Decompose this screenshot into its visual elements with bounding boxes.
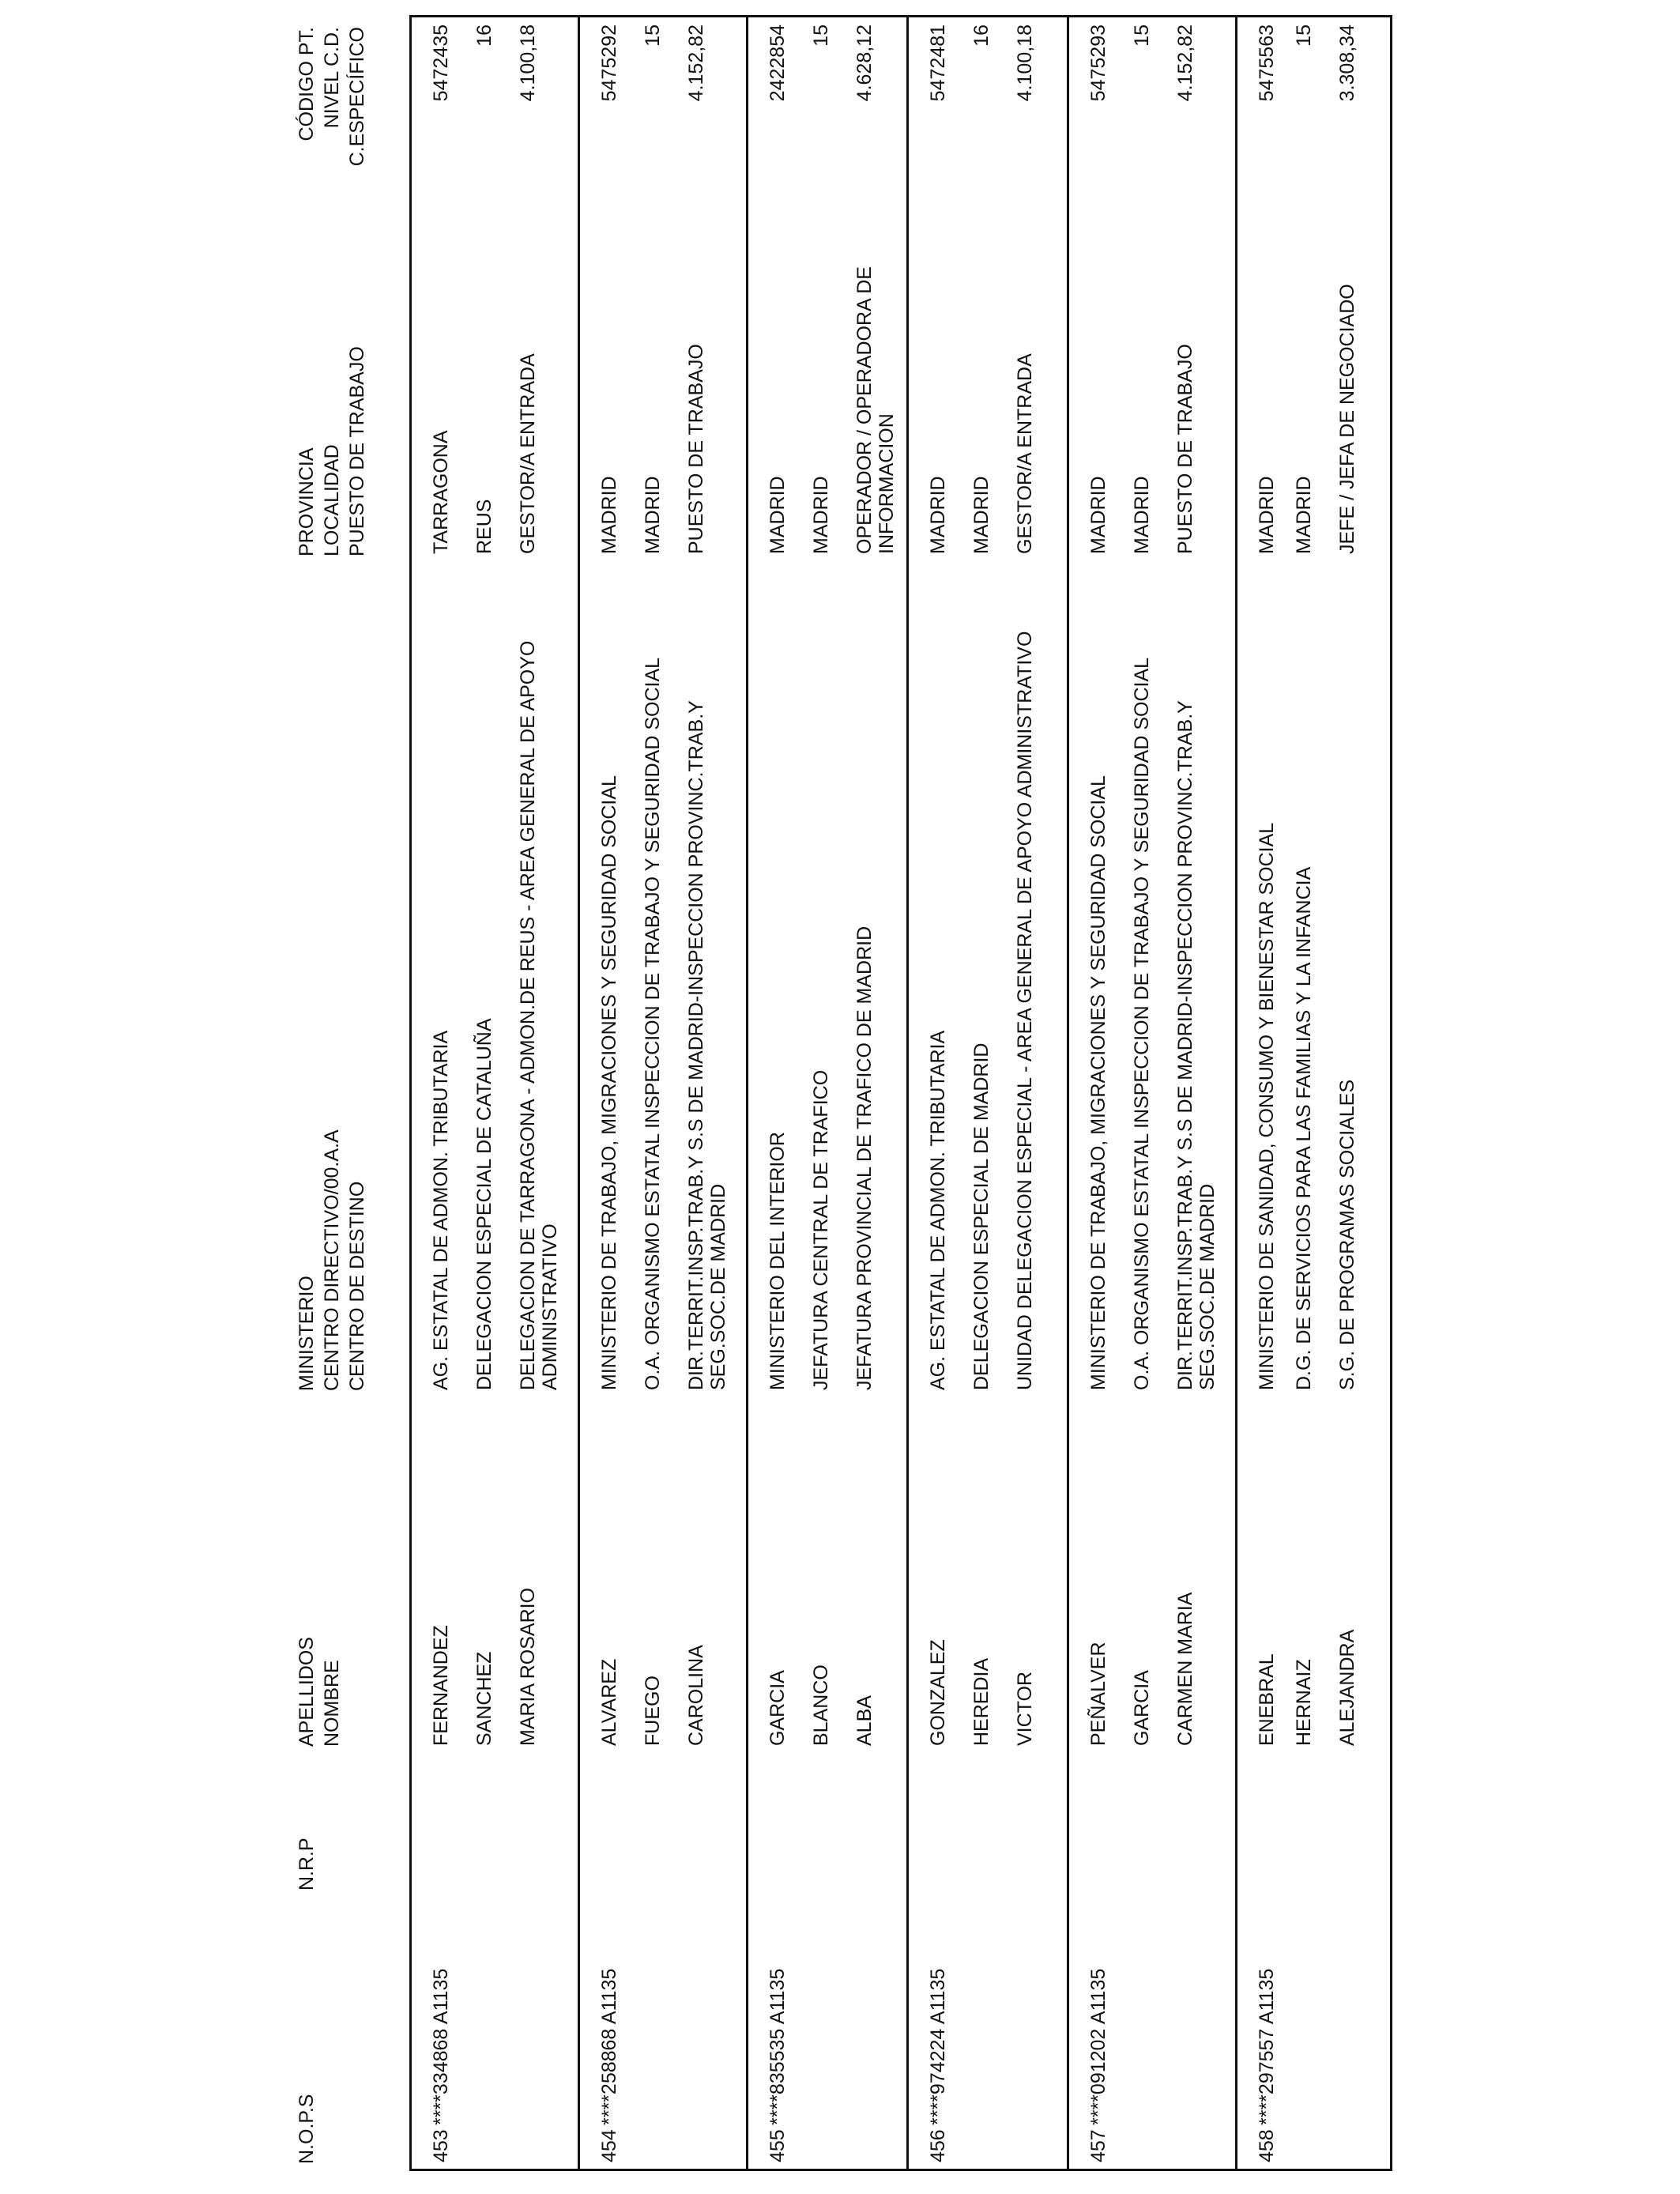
record-centro-directivo: JEFATURA CENTRAL DE TRAFICO xyxy=(810,1069,832,1390)
record-apellido2: SANCHEZ xyxy=(473,1651,495,1746)
record-nops: 453 xyxy=(430,2129,452,2162)
header-centro-destino-label: CENTRO DE DESTINO xyxy=(346,1181,368,1391)
header-ministerio-label: MINISTERIO xyxy=(296,1276,318,1391)
record-nrp: ****835535 A1135 xyxy=(767,1968,789,2125)
record-nombre: VICTOR xyxy=(1014,1672,1036,1746)
record-nrp: ****974224 A1135 xyxy=(927,1968,949,2125)
record-localidad: MADRID xyxy=(810,476,832,554)
record-apellido1: GONZALEZ xyxy=(927,1639,949,1746)
header-nivel-label: NIVEL C.D. xyxy=(321,27,343,129)
record-nombre: ALBA xyxy=(853,1695,876,1746)
record-457 xyxy=(1067,17,1237,2169)
record-centro-directivo: DELEGACION ESPECIAL DE MADRID xyxy=(970,1042,993,1390)
record-centro-destino: S.G. DE PROGRAMAS SOCIALES xyxy=(1336,1079,1358,1390)
record-puesto: GESTOR/A ENTRADA xyxy=(517,353,539,554)
header-provincia-label: PROVINCIA xyxy=(296,447,318,556)
record-apellido1: PEÑALVER xyxy=(1087,1642,1109,1746)
record-centro-destino: DIR.TERRIT.INSP.TRAB.Y S.S DE MADRID-INSPECCION PROVINC.TRAB.Y SEG.SOC.DE MADRID xyxy=(1174,700,1219,1390)
record-centro-destino: DIR.TERRIT.INSP.TRAB.Y S.S DE MADRID-INSPECCION PROVINC.TRAB.Y SEG.SOC.DE MADRID xyxy=(685,700,729,1390)
header-organization xyxy=(294,1129,370,1391)
record-nrp: ****258868 A1135 xyxy=(598,1968,620,2125)
record-apellido2: HEREDIA xyxy=(970,1657,993,1746)
header-apellidos-label: APELLIDOS xyxy=(296,1637,318,1747)
record-453 xyxy=(412,17,578,2169)
record-puesto: JEFE / JEFA DE NEGOCIADO xyxy=(1336,284,1358,554)
record-apellido2: FUEGO xyxy=(642,1676,664,1746)
record-codigo: 5475293 xyxy=(1087,25,1109,102)
record-centro-destino: JEFATURA PROVINCIAL DE TRAFICO DE MADRID xyxy=(853,925,876,1390)
record-nops: 455 xyxy=(767,2129,789,2162)
header-codigo-label: CÓDIGO PT. xyxy=(296,27,318,141)
record-puesto: OPERADOR / OPERADORA DE INFORMACION xyxy=(853,266,898,554)
record-localidad: MADRID xyxy=(1293,476,1315,554)
header-names xyxy=(294,1637,345,1747)
record-nivel: 16 xyxy=(473,25,495,47)
record-localidad: MADRID xyxy=(642,476,664,554)
header-nops-label: N.O.P.S xyxy=(296,2094,318,2164)
record-provincia: MADRID xyxy=(1087,476,1109,554)
header-localidad-label: LOCALIDAD xyxy=(321,444,343,556)
record-apellido2: BLANCO xyxy=(810,1664,832,1746)
record-nombre: CARMEN MARIA xyxy=(1174,1592,1196,1746)
header-nrp xyxy=(294,1838,319,1891)
record-nops: 454 xyxy=(598,2129,620,2162)
record-ministerio: AG. ESTATAL DE ADMON. TRIBUTARIA xyxy=(430,1030,452,1390)
record-especifico: 4.100,18 xyxy=(517,25,539,102)
record-454 xyxy=(578,17,748,2169)
header-puesto-label: PUESTO DE TRABAJO xyxy=(346,346,368,556)
record-apellido2: GARCIA xyxy=(1131,1670,1153,1746)
record-nombre: MARIA ROSARIO xyxy=(517,1587,539,1746)
record-centro-destino: DELEGACION DE TARRAGONA - ADMON.DE REUS - AREA GENERAL DE APOYO ADMINISTRATIVO xyxy=(517,640,561,1390)
record-456 xyxy=(906,17,1069,2169)
record-nivel: 16 xyxy=(970,25,993,47)
record-nrp: ****334868 A1135 xyxy=(430,1968,452,2125)
record-centro-destino: UNIDAD DELEGACION ESPECIAL - AREA GENERAL DE APOYO ADMINISTRATIVO xyxy=(1014,631,1036,1390)
record-codigo: 5475292 xyxy=(598,25,620,102)
record-nops: 457 xyxy=(1087,2129,1109,2162)
record-codigo: 5475563 xyxy=(1256,25,1278,102)
record-provincia: TARRAGONA xyxy=(430,430,452,554)
record-ministerio: MINISTERIO DE SANIDAD, CONSUMO Y BIENESTAR SOCIAL xyxy=(1256,822,1278,1390)
record-ministerio: MINISTERIO DEL INTERIOR xyxy=(767,1132,789,1390)
record-nivel: 15 xyxy=(642,25,664,47)
record-nrp: ****297557 A1135 xyxy=(1256,1968,1278,2125)
record-458 xyxy=(1235,17,1392,2169)
header-centro-directivo-label: CENTRO DIRECTIVO/00.A.A xyxy=(321,1129,343,1391)
record-puesto: PUESTO DE TRABAJO xyxy=(1174,344,1196,554)
header-codes xyxy=(294,27,370,187)
records-table xyxy=(409,15,1392,2171)
record-ministerio: MINISTERIO DE TRABAJO, MIGRACIONES Y SEGURIDAD SOCIAL xyxy=(598,775,620,1390)
header-nombre-label: NOMBRE xyxy=(321,1660,343,1747)
record-apellido1: ENEBRAL xyxy=(1256,1653,1278,1746)
record-codigo: 2422854 xyxy=(767,25,789,102)
header-location xyxy=(294,346,370,556)
record-especifico: 4.152,82 xyxy=(685,25,707,102)
record-puesto: PUESTO DE TRABAJO xyxy=(685,344,707,554)
record-apellido1: FERNANDEZ xyxy=(430,1625,452,1746)
record-ministerio: MINISTERIO DE TRABAJO, MIGRACIONES Y SEGURIDAD SOCIAL xyxy=(1087,775,1109,1390)
record-provincia: MADRID xyxy=(598,476,620,554)
record-apellido1: GARCIA xyxy=(767,1670,789,1746)
record-especifico: 4.628,12 xyxy=(853,25,876,102)
record-provincia: MADRID xyxy=(1256,476,1278,554)
record-nivel: 15 xyxy=(810,25,832,47)
record-especifico: 4.100,18 xyxy=(1014,25,1036,102)
record-ministerio: AG. ESTATAL DE ADMON. TRIBUTARIA xyxy=(927,1030,949,1390)
header-nops xyxy=(294,2094,319,2164)
record-especifico: 3.308,34 xyxy=(1336,25,1358,102)
record-centro-directivo: O.A. ORGANISMO ESTATAL INSPECCION DE TRABAJO Y SEGURIDAD SOCIAL xyxy=(1131,657,1153,1390)
record-nivel: 15 xyxy=(1131,25,1153,47)
record-provincia: MADRID xyxy=(927,476,949,554)
record-apellido2: HERNAIZ xyxy=(1293,1659,1315,1746)
record-centro-directivo: D.G. DE SERVICIOS PARA LAS FAMILIAS Y LA INFANCIA xyxy=(1293,866,1315,1390)
record-puesto: GESTOR/A ENTRADA xyxy=(1014,353,1036,554)
record-especifico: 4.152,82 xyxy=(1174,25,1196,102)
record-nrp: ****091202 A1135 xyxy=(1087,1968,1109,2125)
record-codigo: 5472435 xyxy=(430,25,452,102)
record-nivel: 15 xyxy=(1293,25,1315,47)
record-nombre: CAROLINA xyxy=(685,1645,707,1746)
header-nrp-label: N.R.P xyxy=(296,1838,318,1891)
record-nops: 456 xyxy=(927,2129,949,2162)
record-localidad: MADRID xyxy=(1131,476,1153,554)
record-centro-directivo: DELEGACION ESPECIAL DE CATALUÑA xyxy=(473,1018,495,1390)
record-apellido1: ALVAREZ xyxy=(598,1658,620,1746)
record-provincia: MADRID xyxy=(767,476,789,554)
record-nombre: ALEJANDRA xyxy=(1336,1629,1358,1746)
record-centro-directivo: O.A. ORGANISMO ESTATAL INSPECCION DE TRABAJO Y SEGURIDAD SOCIAL xyxy=(642,657,664,1390)
record-nops: 458 xyxy=(1256,2129,1278,2162)
record-localidad: REUS xyxy=(473,499,495,554)
header-especifico-label: C.ESPECÍFICO xyxy=(346,27,368,167)
record-455 xyxy=(746,17,909,2169)
record-localidad: MADRID xyxy=(970,476,993,554)
record-codigo: 5472481 xyxy=(927,25,949,102)
